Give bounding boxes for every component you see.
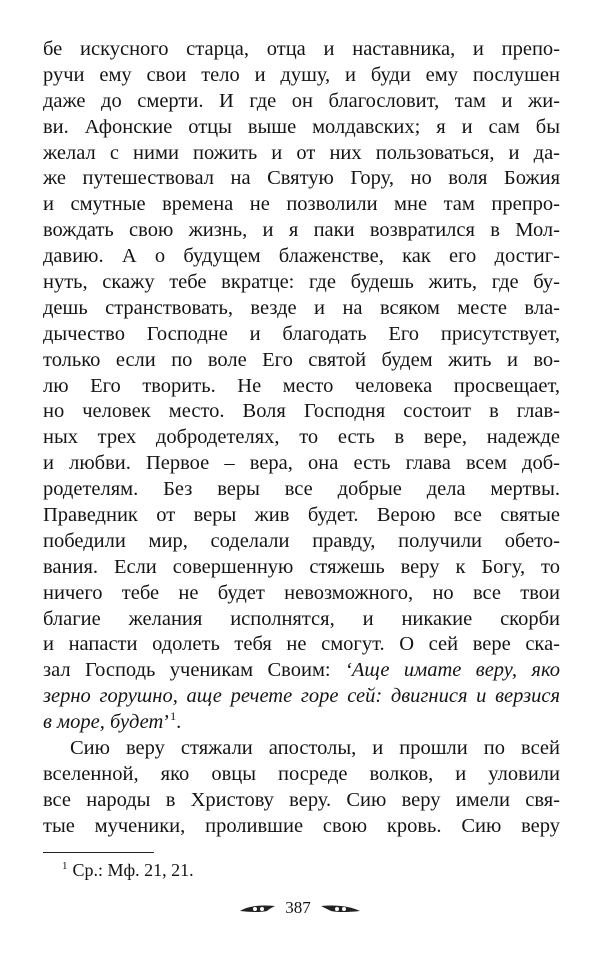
text-segment: нуть, скажу тебе вкратце: где будешь жить, где бу- xyxy=(43,271,560,294)
footnote-mark: 1 xyxy=(62,860,68,872)
text-line xyxy=(43,607,560,633)
text-line xyxy=(43,477,560,503)
text-line xyxy=(43,399,560,425)
text-segment: но человек место. Воля Господня состоит в глав- xyxy=(43,400,560,423)
footnote xyxy=(62,858,194,882)
text-segment: ’ xyxy=(163,711,171,734)
text-segment: Праведник от веры жив будет. Верою все святые xyxy=(43,504,560,527)
text-line xyxy=(43,166,560,192)
footnote-reference: 1 xyxy=(170,709,177,724)
text-line xyxy=(43,736,560,762)
text-line xyxy=(43,141,560,167)
text-line xyxy=(43,322,560,348)
text-line xyxy=(43,451,560,477)
text-segment: благие желания исполнятся, и никакие скорби xyxy=(43,607,560,630)
text-line xyxy=(43,348,560,374)
text-line xyxy=(43,89,560,115)
footnote-divider xyxy=(43,852,154,853)
text-segment: лю Его творить. Не место человека просвещает, xyxy=(43,374,560,397)
text-segment: даже до смерти. И где он благословит, там и жи- xyxy=(43,89,560,112)
left-ornament-icon xyxy=(239,902,277,914)
text-segment: . xyxy=(176,711,182,734)
text-line xyxy=(43,684,560,710)
text-line xyxy=(43,762,560,788)
text-line xyxy=(43,788,560,814)
text-segment: давию. А о будущем блаженстве, как его достиг- xyxy=(43,245,560,268)
text-segment: дычество Господне и благодать Его присутствует, xyxy=(43,322,560,345)
text-line xyxy=(43,270,560,296)
text-segment: дешь странствовать, везде и на всяком месте вла- xyxy=(43,296,560,319)
page-footer xyxy=(0,898,600,918)
text-line xyxy=(43,37,560,63)
text-line xyxy=(43,555,560,581)
italic-quote: ‘Аще имате веру, яко xyxy=(345,659,560,682)
footnote-text: Ср.: Мф. 21, 21. xyxy=(72,860,194,880)
text-line xyxy=(43,115,560,141)
text-line xyxy=(43,218,560,244)
page-number: 387 xyxy=(285,898,311,917)
text-segment: ничего тебе не будет невозможного, но все твои xyxy=(43,581,560,604)
text-segment: вания. Если совершенную стяжешь веру к Богу, то xyxy=(43,555,560,578)
text-line xyxy=(43,658,560,684)
text-segment: вселенной, яко овцы посреде волков, и уловили xyxy=(43,762,560,785)
text-segment: желал с ними пожить и от них пользоваться, и да- xyxy=(43,141,560,164)
text-segment: тые мученики, пролившие свою кровь. Сию веру xyxy=(43,814,560,837)
text-segment: ных трех добродетелях, то есть в вере, надежде xyxy=(43,426,560,449)
text-segment: только если по воле Его святой будем жить и во- xyxy=(43,348,560,371)
text-segment: же путешествовал на Святую Гору, но воля Божия xyxy=(43,167,560,190)
text-segment: победили мир, соделали правду, получили обето- xyxy=(43,529,560,552)
text-segment: и любви. Первое – вера, она есть глава всем доб- xyxy=(43,452,560,475)
italic-quote: в море, будет xyxy=(43,711,164,734)
text-segment: все народы в Христову веру. Сию веру имели свя- xyxy=(43,788,560,811)
text-line xyxy=(43,814,560,840)
text-segment: ви. Афонские отцы выше молдавских; я и сам бы xyxy=(43,115,560,138)
text-segment: родетелям. Без веры все добрые дела мертвы. xyxy=(43,478,560,501)
text-line xyxy=(43,425,560,451)
text-segment: ручи ему свои тело и душу, и буди ему послушен xyxy=(43,63,560,86)
text-line xyxy=(43,710,560,736)
text-segment: и напасти одолеть тебя не смогут. О сей вере ска- xyxy=(43,633,560,656)
text-line xyxy=(43,581,560,607)
text-line xyxy=(43,374,560,400)
text-segment: бе искусного старца, отца и наставника, и препо- xyxy=(43,38,560,60)
body-text xyxy=(43,37,560,840)
text-line xyxy=(43,192,560,218)
text-segment: вождать свою жизнь, и я паки возвратился в Мол- xyxy=(43,219,560,242)
text-line xyxy=(43,503,560,529)
text-line xyxy=(43,244,560,270)
text-line xyxy=(43,632,560,658)
right-ornament-icon xyxy=(319,902,361,914)
text-segment: зал Господь ученикам Своим: xyxy=(43,659,346,682)
italic-quote: зерно горушно, аще речете горе сей: двигнися и верзися xyxy=(43,685,560,708)
text-segment: Сию веру стяжали апостолы, и прошли по всей xyxy=(70,737,560,760)
text-segment: и смутные времена не позволили мне там препро- xyxy=(43,193,560,216)
text-line xyxy=(43,529,560,555)
text-line xyxy=(43,296,560,322)
text-line xyxy=(43,63,560,89)
